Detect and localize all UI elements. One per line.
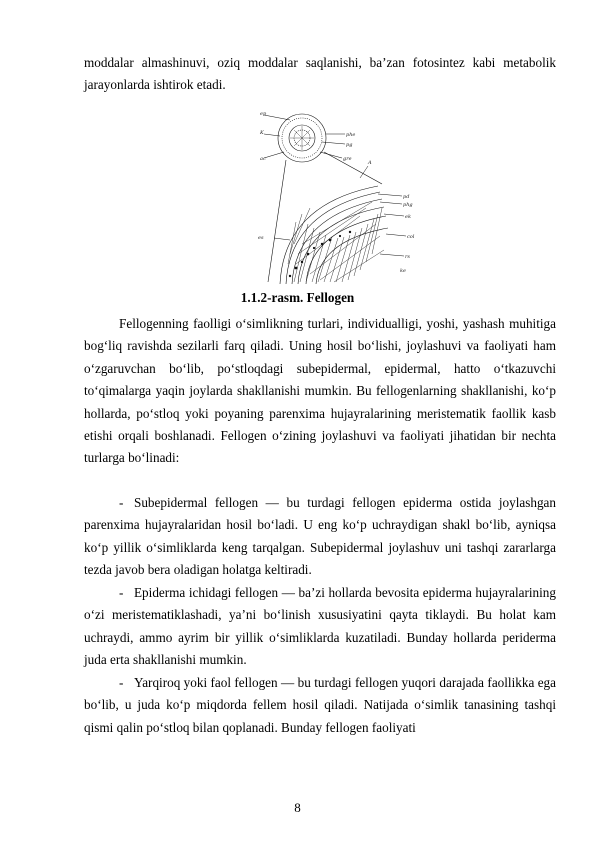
paragraph-1: Fellogenning faolligi o‘simlikning turlari, individualligi, yoshi, yashash muhitiga bog‘liq ravishda sezilarli farq qiladi. Uning hosil bo‘lishi, joylashuvi va faoliyati ham o‘zgaruvchan bo‘lib, po‘stloqdagi subepidermal, epidermal, hatto o‘tkazuvchi to‘qimalarga yaqin joylarda shakllanishi mumkin. Bu fellogenlarning shakllanishi, ko‘p hollarda, po‘stloq yoki poyaning parenxima hujayralarining meristematik faollik kasb etishi orqali boshlanadi. Fellogen o‘zining joylashuvi va faoliyati jihatidan bir nechta turlarga bo‘linadi:: [84, 316, 556, 466]
figure-label-ke: ke: [400, 268, 406, 274]
bullet-marker: -: [119, 585, 124, 600]
bullet-marker: -: [119, 495, 124, 510]
figure-label-ek: ek: [405, 214, 411, 220]
figure-label-a: A: [368, 160, 372, 166]
fellogen-figure: [250, 104, 430, 286]
figure-label-gre: gre: [343, 156, 352, 162]
figure-label-col: col: [407, 234, 415, 240]
figure-label-pd: pd: [403, 194, 410, 200]
bullet-text: Epiderma ichidagi fellogen — ba’zi hollarda bevosita epiderma hujayralarining o‘zi meristematiklashadi, ya’ni bo‘linish xususiyatini qayta tiklaydi. Bu holat kam uchraydi, ammo ayrim bir yillik o‘simliklarda kuzatiladi. Bunday hollarda periderma juda erta shakllanishi mumkin.: [84, 585, 556, 668]
bullet-item-subepidermal: [84, 492, 556, 582]
bullet-item-epidermal: [84, 582, 556, 672]
intro-paragraph: moddalar almashinuvi, oziq moddalar saqlanishi, ba’zan fotosintez kabi metabolik jarayonlarda ishtirok etadi.: [84, 55, 556, 93]
bullet-marker: -: [119, 675, 124, 690]
figure-label-pg: pg: [346, 142, 353, 148]
figure-label-es: es: [258, 235, 264, 241]
figure-caption: 1.1.2-rasm. Fellogen: [240, 290, 355, 305]
figure-label-ep: ep: [260, 111, 267, 117]
figure-label-rs: rs: [405, 254, 410, 260]
figure-label-ac: ac: [260, 156, 266, 162]
bullet-item-active: [84, 672, 556, 739]
figure-label-phe: phe: [346, 132, 356, 138]
figure-label-phg: phg: [403, 202, 413, 208]
figure-label-k: K: [260, 130, 264, 136]
bullet-text: Subepidermal fellogen — bu turdagi fellogen epiderma ostida joylashgan parenxima hujayralaridan hosil bo‘ladi. U eng ko‘p uchraydigan shakl bo‘lib, ayniqsa ko‘p yillik o‘simliklarda keng tarqalgan. Subepidermal joylashuv uni tashqi zararlarga tezda javob bera oladigan holatga keltiradi.: [84, 495, 556, 578]
bullet-text: Yarqiroq yoki faol fellogen — bu turdagi fellogen yuqori darajada faollikka ega bo‘lib, u juda ko‘p miqdorda fellem hosil qiladi. Natijada o‘simlik tanasining tashqi qismi qalin po‘stloq bilan qoplanadi. Bunday fellogen faoliyati: [84, 675, 556, 735]
page-number: 8: [294, 800, 301, 815]
